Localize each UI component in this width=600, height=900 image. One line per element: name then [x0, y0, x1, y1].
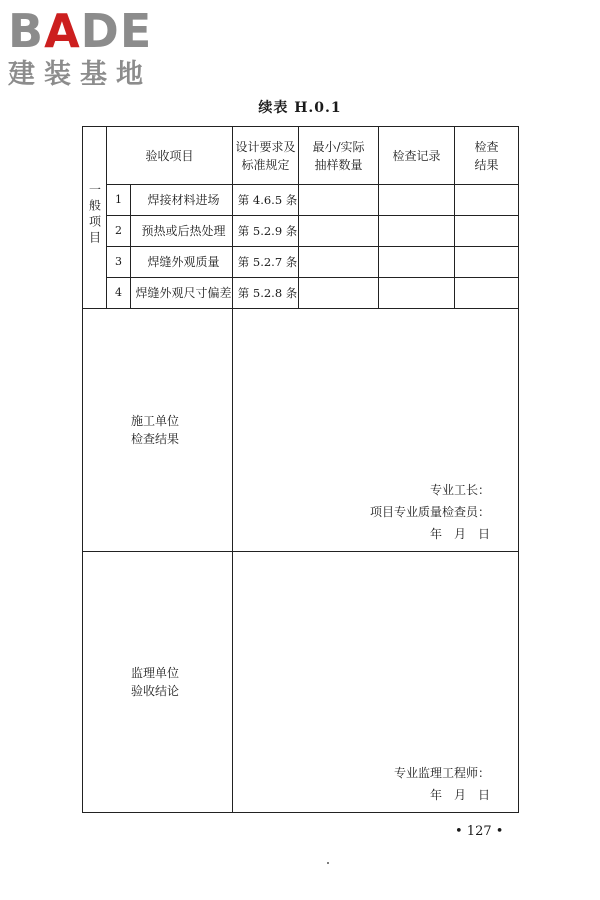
supervising-engineer-signature-label: 专业监理工程师： — [394, 766, 491, 780]
row-result-cell[interactable] — [455, 278, 519, 309]
construction-date: 年 月 日 — [430, 527, 491, 541]
row-record-cell[interactable] — [379, 216, 455, 247]
category-label: 一般项目 — [87, 183, 102, 247]
header-row — [83, 127, 519, 185]
construction-row — [83, 309, 519, 552]
table-row — [83, 278, 519, 309]
header-result: 检查 结果 — [455, 127, 519, 185]
logo-subtitle: 建装基地 — [8, 59, 152, 90]
supervision-signature-area[interactable] — [233, 552, 519, 813]
header-requirement: 设计要求及 标准规定 — [233, 127, 299, 185]
quality-inspector-signature-label: 项目专业质量检查员： — [370, 505, 491, 519]
row-record-cell[interactable] — [379, 185, 455, 216]
table-caption: 续表 H.0.1 — [258, 100, 342, 116]
row-result-cell[interactable] — [455, 247, 519, 278]
row-item-name: 焊接材料进场 — [131, 185, 233, 216]
row-item-name: 焊缝外观质量 — [131, 247, 233, 278]
row-result-cell[interactable] — [455, 216, 519, 247]
supervision-label: 监理单位 — [131, 666, 180, 680]
page-number: • 127 • — [455, 824, 504, 839]
scan-speck — [327, 862, 329, 864]
foreman-signature-label: 专业工长： — [430, 483, 491, 497]
inspection-form-table — [82, 126, 519, 813]
row-requirement: 第 5.2.8 条 — [233, 278, 299, 309]
construction-label: 施工单位 — [131, 414, 180, 428]
row-result-cell[interactable] — [455, 185, 519, 216]
row-item-name: 预热或后热处理 — [131, 216, 233, 247]
table-row — [83, 185, 519, 216]
construction-label-cell — [83, 309, 233, 552]
row-item-name: 焊缝外观尺寸偏差 — [131, 278, 233, 309]
row-sample-qty-cell[interactable] — [299, 247, 379, 278]
row-number: 2 — [107, 216, 131, 247]
construction-signature-area[interactable] — [233, 309, 519, 552]
table-row — [83, 216, 519, 247]
row-number: 4 — [107, 278, 131, 309]
row-sample-qty-cell[interactable] — [299, 278, 379, 309]
header-record: 检查记录 — [379, 127, 455, 185]
table-row — [83, 247, 519, 278]
row-sample-qty-cell[interactable] — [299, 216, 379, 247]
header-item: 验收项目 — [107, 127, 233, 185]
row-sample-qty-cell[interactable] — [299, 185, 379, 216]
supervision-label-cell — [83, 552, 233, 813]
supervision-date: 年 月 日 — [430, 788, 491, 802]
header-sample-qty: 最小/实际 抽样数量 — [299, 127, 379, 185]
row-requirement: 第 4.6.5 条 — [233, 185, 299, 216]
row-number: 1 — [107, 185, 131, 216]
construction-label-sub: 检查结果 — [131, 432, 180, 446]
row-record-cell[interactable] — [379, 278, 455, 309]
row-requirement: 第 5.2.9 条 — [233, 216, 299, 247]
row-record-cell[interactable] — [379, 247, 455, 278]
bade-logo — [8, 6, 183, 92]
logo-wordmark: BADE — [8, 4, 153, 58]
supervision-label-sub: 验收结论 — [131, 684, 180, 698]
supervision-row — [83, 552, 519, 813]
row-number: 3 — [107, 247, 131, 278]
category-cell — [83, 127, 107, 309]
row-requirement: 第 5.2.7 条 — [233, 247, 299, 278]
